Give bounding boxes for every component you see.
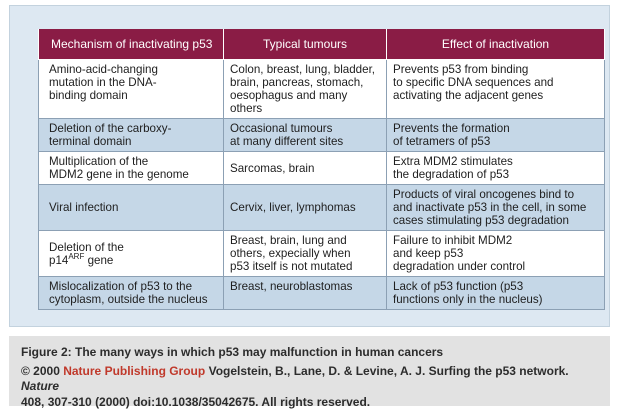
copyright-year: © 2000 xyxy=(21,363,60,378)
citation-details: 408, 307-310 (2000) doi:10.1038/35042675. All rights reserved. xyxy=(21,394,371,409)
tumours-cell: Occasional tumours at many different sites xyxy=(224,119,387,152)
mechanism-cell: Deletion of the carboxy- terminal domain xyxy=(39,119,224,152)
header-mechanism: Mechanism of inactivating p53 xyxy=(39,29,224,60)
header-effect: Effect of inactivation xyxy=(387,29,605,60)
citation-authors: Vogelstein, B., Lane, D. & Levine, A. J. Surfing the p53 network. xyxy=(208,363,569,378)
tumours-cell: Sarcomas, brain xyxy=(224,152,387,185)
table-row xyxy=(39,119,605,152)
table-row xyxy=(39,231,605,277)
header-tumours: Typical tumours xyxy=(224,29,387,60)
tumours-cell: Breast, neuroblastomas xyxy=(224,277,387,310)
mechanism-cell: Viral infection xyxy=(39,185,224,231)
effect-cell: Products of viral oncogenes bind to and inactivate p53 in the cell, in some cases stimulating p53 degradation xyxy=(387,185,605,231)
arf-superscript: ARF xyxy=(68,251,85,261)
effect-cell: Failure to inhibit MDM2 and keep p53 degradation under control xyxy=(387,231,605,277)
effect-cell: Extra MDM2 stimulates the degradation of p53 xyxy=(387,152,605,185)
caption-credit xyxy=(21,364,600,395)
caption-title: Figure 2: The many ways in which p53 may malfunction in human cancers xyxy=(21,345,444,359)
effect-cell: Prevents the formation of tetramers of p53 xyxy=(387,119,605,152)
mechanism-cell: Mislocalization of p53 to the cytoplasm, outside the nucleus xyxy=(39,277,224,310)
tumours-cell: Breast, brain, lung and others, expecially when p53 itself is not mutated xyxy=(224,231,387,277)
tumours-cell: Cervix, liver, lymphomas xyxy=(224,185,387,231)
mechanism-cell: Multiplication of the MDM2 gene in the genome xyxy=(39,152,224,185)
tumours-cell: Colon, breast, lung, bladder, brain, pancreas, stomach, oesophagus and many others xyxy=(224,60,387,119)
table-row xyxy=(39,60,605,119)
table-row xyxy=(39,185,605,231)
effect-cell: Lack of p53 function (p53 functions only in the nucleus) xyxy=(387,277,605,310)
p53-table xyxy=(38,29,605,310)
publisher-link[interactable]: Nature Publishing Group xyxy=(63,363,206,378)
table-row xyxy=(39,277,605,310)
figure-caption xyxy=(9,336,610,409)
table-row xyxy=(39,152,605,185)
effect-cell: Prevents p53 from binding to specific DNA sequences and activating the adjacent genes xyxy=(387,60,605,119)
mechanism-cell: Deletion of the $p14^{ARF}$ gene xyxy=(39,231,224,277)
journal-name: Nature xyxy=(21,379,60,393)
mechanism-cell: Amino-acid-changing mutation in the DNA- binding domain xyxy=(39,60,224,119)
table-header-row xyxy=(39,29,605,60)
figure-panel xyxy=(9,5,610,327)
